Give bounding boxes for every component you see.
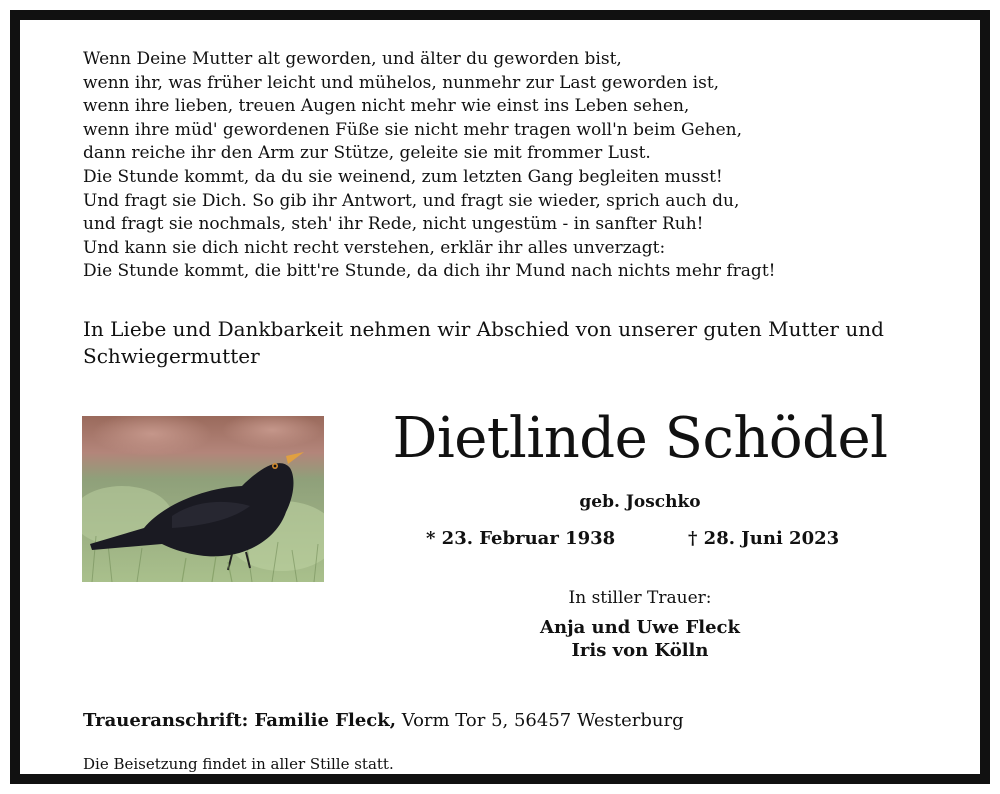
poem-line: dann reiche ihr den Arm zur Stütze, geleite sie mit frommer Lust. [83, 143, 651, 164]
mourners-list [340, 616, 940, 662]
poem-line: Und kann sie dich nicht recht verstehen, erklär ihr alles unverzagt: [83, 237, 666, 258]
poem-line: Wenn Deine Mutter alt geworden, und älter du geworden bist, [83, 49, 622, 69]
farewell-intro: In Liebe und Dankbarkeit nehmen wir Abschied von unserer guten Mutter und Schwiegermutter [83, 317, 884, 368]
blackbird-photo [82, 416, 324, 582]
poem-line: wenn ihr, was früher leicht und mühelos, nunmehr zur Last geworden ist, [83, 72, 720, 93]
mourner-name: Iris von Kölln [571, 640, 709, 661]
address-label: Traueranschrift: Familie Fleck, [83, 710, 396, 731]
deceased-name: Dietlinde Schödel [392, 406, 888, 471]
poem-line: und fragt sie nochmals, steh' ihr Rede, nicht ungestüm - in sanfter Ruh! [83, 214, 704, 235]
mourner-name: Anja und Uwe Fleck [540, 617, 740, 638]
death-date: † 28. Juni 2023 [688, 528, 840, 549]
poem-line: wenn ihre lieben, treuen Augen nicht mehr wie einst ins Leben sehen, [83, 96, 690, 117]
birth-name: geb. Joschko [579, 492, 701, 512]
poem-line: Die Stunde kommt, die bitt're Stunde, da dich ihr Mund nach nichts mehr fragt! [83, 261, 776, 282]
address-value: Vorm Tor 5, 56457 Westerburg [401, 710, 684, 731]
obituary-frame [10, 10, 990, 784]
mourning-label: In stiller Trauer: [568, 588, 712, 608]
birth-date: * 23. Februar 1938 [426, 528, 616, 549]
burial-note: Die Beisetzung findet in aller Stille statt. [83, 755, 394, 773]
poem-line: Die Stunde kommt, da du sie weinend, zum letzten Gang begleiten musst! [83, 166, 723, 187]
blackbird-image [82, 416, 324, 582]
poem [83, 48, 775, 284]
poem-line: Und fragt sie Dich. So gib ihr Antwort, und fragt sie wieder, sprich auch du, [83, 190, 740, 211]
poem-line: wenn ihre müd' gewordenen Füße sie nicht mehr tragen woll'n beim Gehen, [83, 119, 742, 140]
condolence-address [83, 710, 684, 731]
